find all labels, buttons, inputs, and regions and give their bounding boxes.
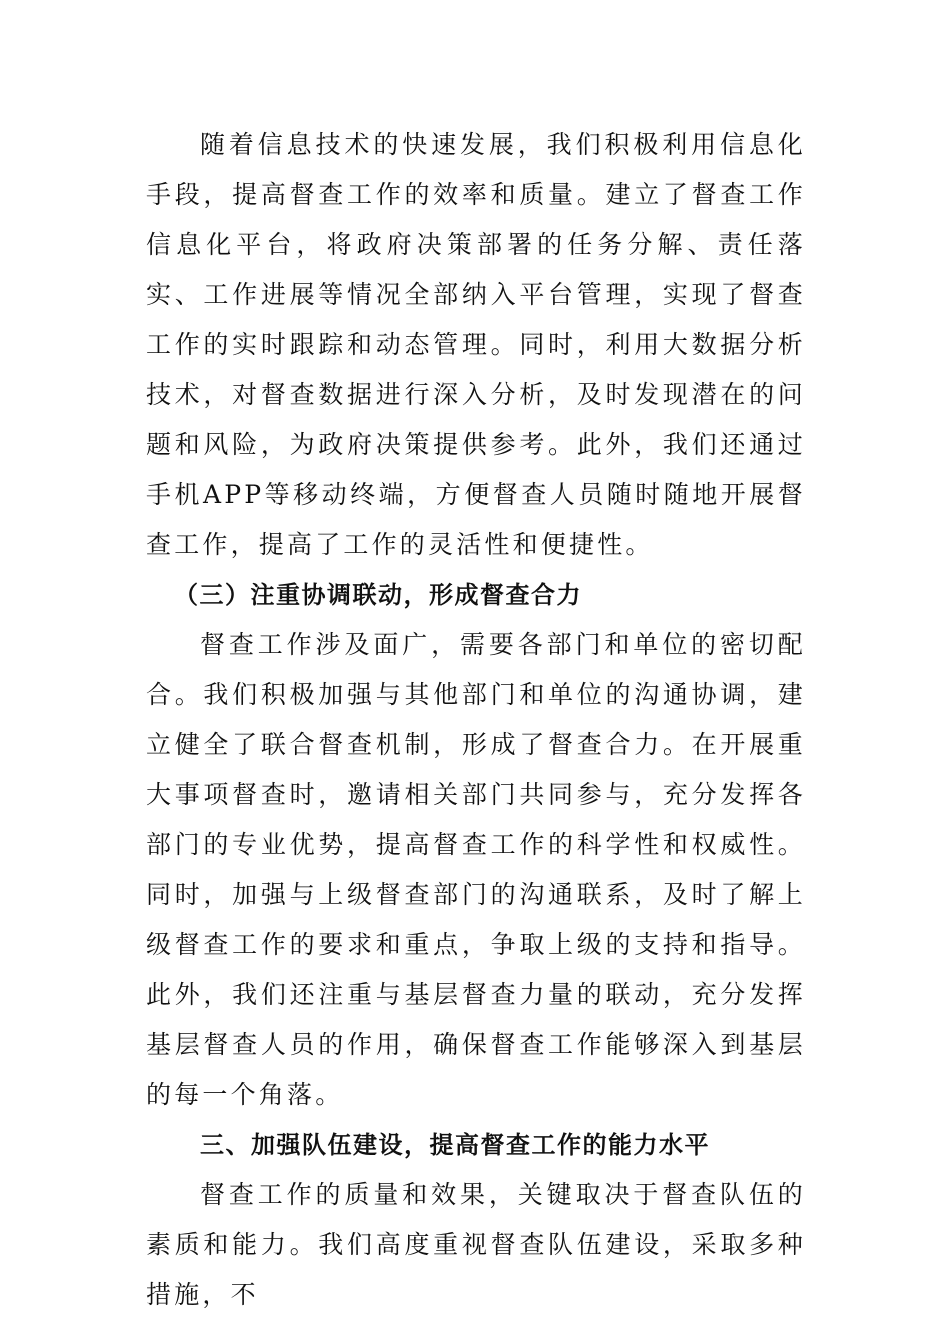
subheading-coordination: （三）注重协调联动，形成督查合力 [174, 581, 582, 609]
heading-team-building: 三、加强队伍建设，提高督查工作的能力水平 [200, 1131, 710, 1159]
document-body [146, 120, 806, 1320]
paragraph-team-building: 督查工作的质量和效果，关键取决于督查队伍的素质和能力。我们高度重视督查队伍建设，采取多种措施，不 [146, 1180, 806, 1309]
paragraph-coordination: 督查工作涉及面广，需要各部门和单位的密切配合。我们积极加强与其他部门和单位的沟通协调，建立健全了联合督查机制，形成了督查合力。在开展重大事项督查时，邀请相关部门共同参与，充分发挥各部门的专业优势，提高督查工作的科学性和权威性。同时，加强与上级督查部门的沟通联系，及时了解上级督查工作的要求和重点，争取上级的支持和指导。此外，我们还注重与基层督查力量的联动，充分发挥基层督查人员的作用，确保督查工作能够深入到基层的每一个角落。 [146, 630, 806, 1109]
paragraph-informatization: 随着信息技术的快速发展，我们积极利用信息化手段，提高督查工作的效率和质量。建立了督查工作信息化平台，将政府决策部署的任务分解、责任落实、工作进展等情况全部纳入平台管理，实现了督查工作的实时跟踪和动态管理。同时，利用大数据分析技术，对督查数据进行深入分析，及时发现潜在的问题和风险，为政府决策提供参考。此外，我们还通过手机APP等移动终端，方便督查人员随时随地开展督查工作，提高了工作的灵活性和便捷性。 [146, 130, 806, 559]
